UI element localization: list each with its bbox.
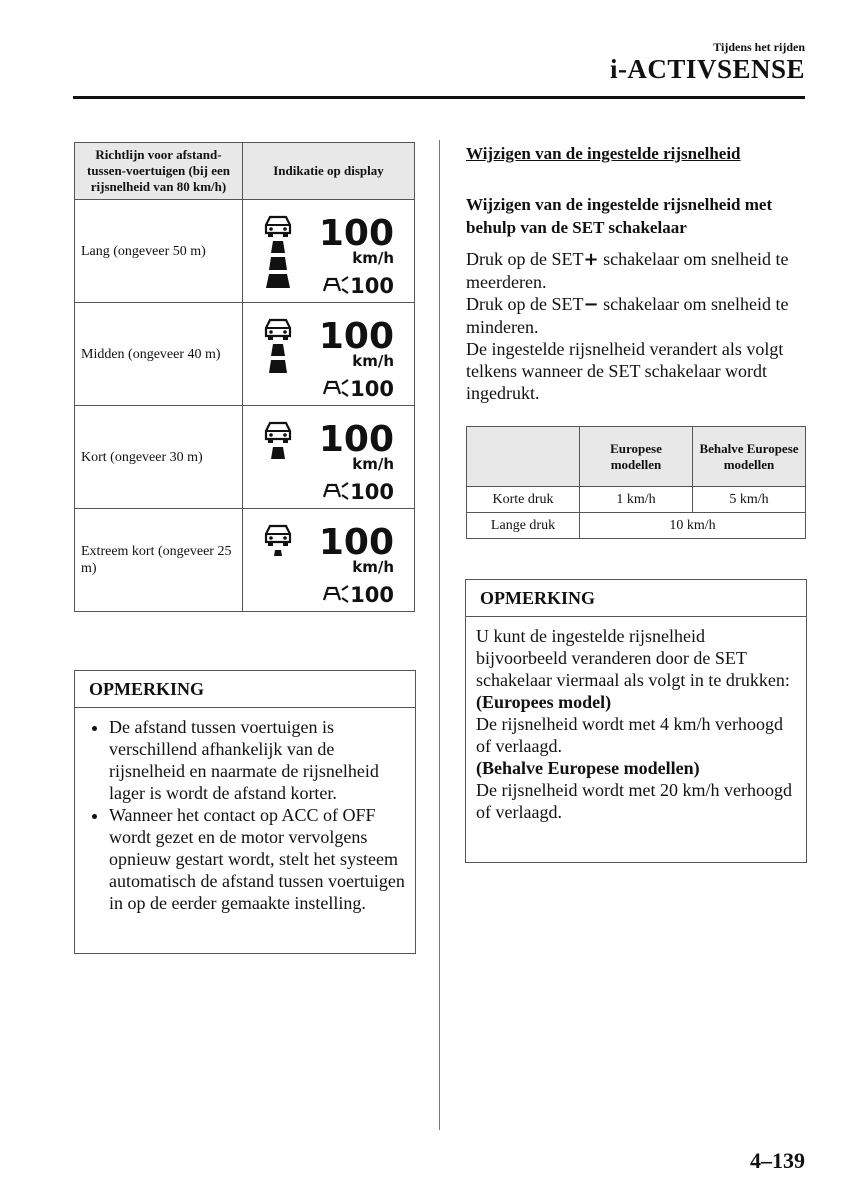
display-cell: [243, 303, 415, 406]
press-cell: 10 km/h: [580, 513, 806, 539]
note-title: OPMERKING: [466, 580, 806, 617]
set-speed: 100: [350, 274, 394, 298]
press-header: [467, 427, 580, 487]
note-box-right: [465, 579, 807, 863]
page-title: i-ACTIVSENSE: [609, 54, 805, 84]
display-indicator: [244, 407, 413, 507]
cruise-control-icon: [324, 586, 348, 602]
press-cell: 5 km/h: [693, 487, 806, 513]
display-cell: [243, 200, 415, 303]
press-table: [466, 426, 806, 539]
current-speed: 100: [318, 316, 394, 357]
display-indicator: [244, 201, 413, 301]
distance-bar: [269, 257, 287, 270]
header-section: Tijdens het rijden: [713, 40, 805, 54]
text-fragment: schakelaar om snelheid te minderen.: [466, 294, 789, 337]
plus-icon: +: [583, 249, 599, 270]
press-header: Europese modellen: [580, 427, 693, 487]
press-header: Behalve Europese modellen: [693, 427, 806, 487]
distance-row-label: Kort (ongeveer 30 m): [75, 406, 243, 509]
distance-row-label: Midden (ongeveer 40 m): [75, 303, 243, 406]
text-fragment: Druk op de SET: [466, 294, 584, 314]
section-heading: Wijzigen van de ingestelde rijsnelheid: [466, 144, 741, 163]
minus-icon: −: [583, 294, 599, 315]
distance-bar: [271, 241, 285, 253]
current-speed: 100: [318, 213, 394, 254]
speed-unit: km/h: [352, 558, 394, 576]
display-indicator: [244, 510, 413, 610]
note-text: De rijsnelheid wordt met 20 km/h verhoogd of verlaagd.: [476, 780, 792, 822]
subsection-heading: Wijzigen van de ingestelde rijsnelheid met behulp van de SET schakelaar: [466, 195, 773, 237]
distance-bar: [269, 360, 287, 373]
display-cell: [243, 406, 415, 509]
display-graphic: [244, 407, 409, 507]
note-bullet: • Wanneer het contact op ACC of OFF wordt gezet en de motor vervolgens opnieuw gestart wordt, stelt het systeem automatisch de afstand tussen voertuigen in op de eerder gemaakte instelling.: [109, 804, 405, 914]
note-text: De rijsnelheid wordt met 4 km/h verhoogd of verlaagd.: [476, 714, 783, 756]
header-rule: [73, 96, 805, 99]
current-speed: 100: [318, 419, 394, 460]
cruise-control-icon: [324, 277, 348, 293]
set-speed: 100: [350, 480, 394, 504]
display-graphic: [244, 304, 409, 404]
distance-row-label: Extreem kort (ongeveer 25 m): [75, 509, 243, 612]
vehicle-ahead-icon: [266, 526, 290, 546]
vehicle-ahead-icon: [266, 320, 290, 340]
display-graphic: [244, 510, 409, 610]
note-bullet-list: [85, 716, 405, 914]
cruise-control-icon: [324, 483, 348, 499]
display-cell: [243, 509, 415, 612]
distance-table: [74, 142, 415, 612]
display-graphic: [244, 201, 409, 301]
set-speed: 100: [350, 377, 394, 401]
speed-unit: km/h: [352, 455, 394, 473]
press-cell: Lange druk: [467, 513, 580, 539]
distance-bar: [271, 344, 285, 356]
instruction-text: [466, 248, 806, 404]
page-number: 4–139: [750, 1148, 805, 1173]
distance-col1-header: Richtlijn voor afstand-tussen-voertuigen (bij een rijsnelheid van 80 km/h): [75, 143, 243, 200]
press-cell: 1 km/h: [580, 487, 693, 513]
note-subheading: (Europees model): [476, 692, 612, 712]
text-fragment: Druk op de SET: [466, 249, 584, 269]
distance-bar: [271, 447, 285, 459]
text-fragment: schakelaar om snelheid te meerderen.: [466, 249, 789, 292]
vehicle-ahead-icon: [266, 423, 290, 443]
note-subheading: (Behalve Europese modellen): [476, 758, 700, 778]
press-cell: Korte druk: [467, 487, 580, 513]
set-speed: 100: [350, 583, 394, 607]
column-divider: [439, 140, 440, 1130]
vehicle-ahead-icon: [266, 217, 290, 237]
note-bullet: • De afstand tussen voertuigen is verschillend afhankelijk van de rijsnelheid en naarmate de rijsnelheid lager is wordt de afstand korter.: [109, 716, 405, 804]
speed-unit: km/h: [352, 352, 394, 370]
current-speed: 100: [318, 522, 394, 563]
note-box-left: [74, 670, 416, 954]
speed-unit: km/h: [352, 249, 394, 267]
note-title: OPMERKING: [75, 671, 415, 708]
display-indicator: [244, 304, 413, 404]
text-fragment: De ingestelde rijsnelheid verandert als volgt telkens wanneer de SET schakelaar wordt ingedrukt.: [466, 339, 784, 403]
distance-bar: [274, 550, 282, 556]
distance-bar: [266, 274, 290, 288]
distance-row-label: Lang (ongeveer 50 m): [75, 200, 243, 303]
distance-col2-header: Indikatie op display: [243, 143, 415, 200]
note-intro: U kunt de ingestelde rijsnelheid bijvoorbeeld veranderen door de SET schakelaar viermaal als volgt in te drukken:: [476, 626, 790, 690]
cruise-control-icon: [324, 380, 348, 396]
